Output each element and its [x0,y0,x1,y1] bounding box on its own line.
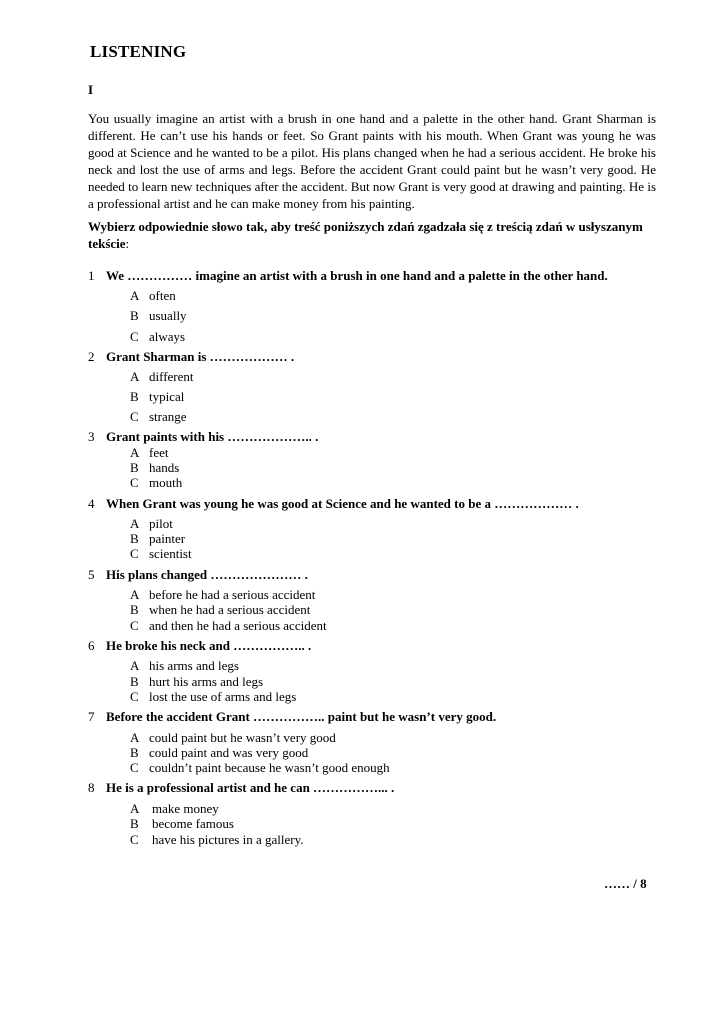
question-6-option-b[interactable] [130,674,263,690]
question-5-option-a[interactable] [130,587,315,603]
option-letter: A [130,730,140,745]
option-text: have his pictures in a gallery. [152,832,304,847]
option-text: before he had a serious accident [149,587,316,602]
question-3-option-c[interactable] [130,475,182,491]
question-7-option-a[interactable] [130,730,336,746]
option-letter: A [130,516,140,531]
option-letter: C [130,329,139,344]
question-2-option-c[interactable] [130,409,187,425]
question-number: 4 [88,496,95,511]
question-text: His plans changed ………………… . [106,567,308,582]
listening-passage: You usually imagine an artist with a brush in one hand and a palette in the other hand. Grant Sharman is different. He can’t use his hands or feet. So Grant paints with his mouth. When Grant was young he was good at Science and he wanted to be a pilot. His plans changed when he had a serious accident. He broke his neck and lost the use of arms and legs. Before the accident Grant could paint but he wasn’t very good. He needed to learn new techniques after the accident. But now Grant is very good at drawing and painting. He is a professional artist and he can make money from his painting. [88,111,656,212]
question-3-option-b[interactable] [130,460,179,476]
option-text: always [149,329,186,344]
option-text: typical [149,389,185,404]
option-letter: C [130,475,139,490]
option-text: make money [152,801,219,816]
question-number: 5 [88,567,95,582]
question-number: 7 [88,709,95,724]
option-text: his arms and legs [149,658,239,673]
option-text: different [149,369,194,384]
option-letter: A [130,369,140,384]
option-text: could paint and was very good [149,745,309,760]
question-5-option-b[interactable] [130,602,310,618]
question-2-option-a[interactable] [130,369,194,385]
option-text: could paint but he wasn’t very good [149,730,336,745]
question-3-option-a[interactable] [130,445,168,461]
question-6-option-a[interactable] [130,658,239,674]
option-text: feet [149,445,169,460]
option-text: painter [149,531,186,546]
option-text: lost the use of arms and legs [149,689,297,704]
score-field: …… / 8 [604,876,647,891]
page-title: LISTENING [90,42,187,61]
question-text: He broke his neck and …………….. . [106,638,312,653]
question-text: When Grant was young he was good at Science and he wanted to be a ……………… . [106,496,579,511]
option-text: couldn’t paint because he wasn’t good enough [149,760,390,775]
question-8-option-a[interactable] [130,801,219,817]
option-text: when he had a serious accident [149,602,311,617]
question-1-option-b[interactable] [130,308,187,324]
option-letter: A [130,801,140,816]
option-letter: B [130,816,139,831]
option-letter: B [130,674,139,689]
option-letter: C [130,618,139,633]
question-text: He is a professional artist and he can ……………... . [106,780,395,795]
question-text: Grant Sharman is ……………… . [106,349,295,364]
question-number: 2 [88,349,95,364]
question-1-option-c[interactable] [130,329,185,345]
question-4-option-c[interactable] [130,546,192,562]
section-number: I [88,82,94,97]
option-letter: C [130,760,139,775]
option-letter: B [130,531,139,546]
option-text: mouth [149,475,183,490]
instruction-colon: : [125,236,130,251]
question-4-option-a[interactable] [130,516,173,532]
option-letter: B [130,602,139,617]
option-letter: B [130,460,139,475]
option-letter: A [130,288,140,303]
question-7-option-b[interactable] [130,745,308,761]
question-6-option-c[interactable] [130,689,296,705]
option-letter: A [130,445,140,460]
question-4-option-b[interactable] [130,531,185,547]
option-text: become famous [152,816,234,831]
question-number: 6 [88,638,95,653]
task-instruction [88,218,648,252]
question-7-option-c[interactable] [130,760,390,776]
option-letter: A [130,587,140,602]
question-8-option-c[interactable] [130,832,304,848]
question-number: 3 [88,429,95,444]
question-number: 1 [88,268,95,283]
option-text: usually [149,308,187,323]
option-text: and then he had a serious accident [149,618,327,633]
option-letter: B [130,745,139,760]
option-letter: C [130,689,139,704]
option-letter: C [130,409,139,424]
question-1-option-a[interactable] [130,288,176,304]
question-text: We …………… imagine an artist with a brush in one hand and a palette in the other hand. [106,268,608,283]
option-letter: B [130,308,139,323]
option-letter: C [130,832,139,847]
option-letter: B [130,389,139,404]
question-2-option-b[interactable] [130,389,184,405]
option-text: hands [149,460,180,475]
question-text: Grant paints with his ……………….. . [106,429,319,444]
question-5-option-c[interactable] [130,618,327,634]
option-letter: C [130,546,139,561]
question-text: Before the accident Grant …………….. paint but he wasn’t very good. [106,709,497,724]
option-text: pilot [149,516,173,531]
instruction-text: Wybierz odpowiednie słowo tak, aby treść poniższych zdań zgadzała się z treścią zdań w usłyszanym tekście [88,219,643,251]
question-number: 8 [88,780,95,795]
option-text: scientist [149,546,192,561]
option-text: hurt his arms and legs [149,674,264,689]
option-text: strange [149,409,187,424]
option-text: often [149,288,176,303]
question-8-option-b[interactable] [130,816,234,832]
option-letter: A [130,658,140,673]
